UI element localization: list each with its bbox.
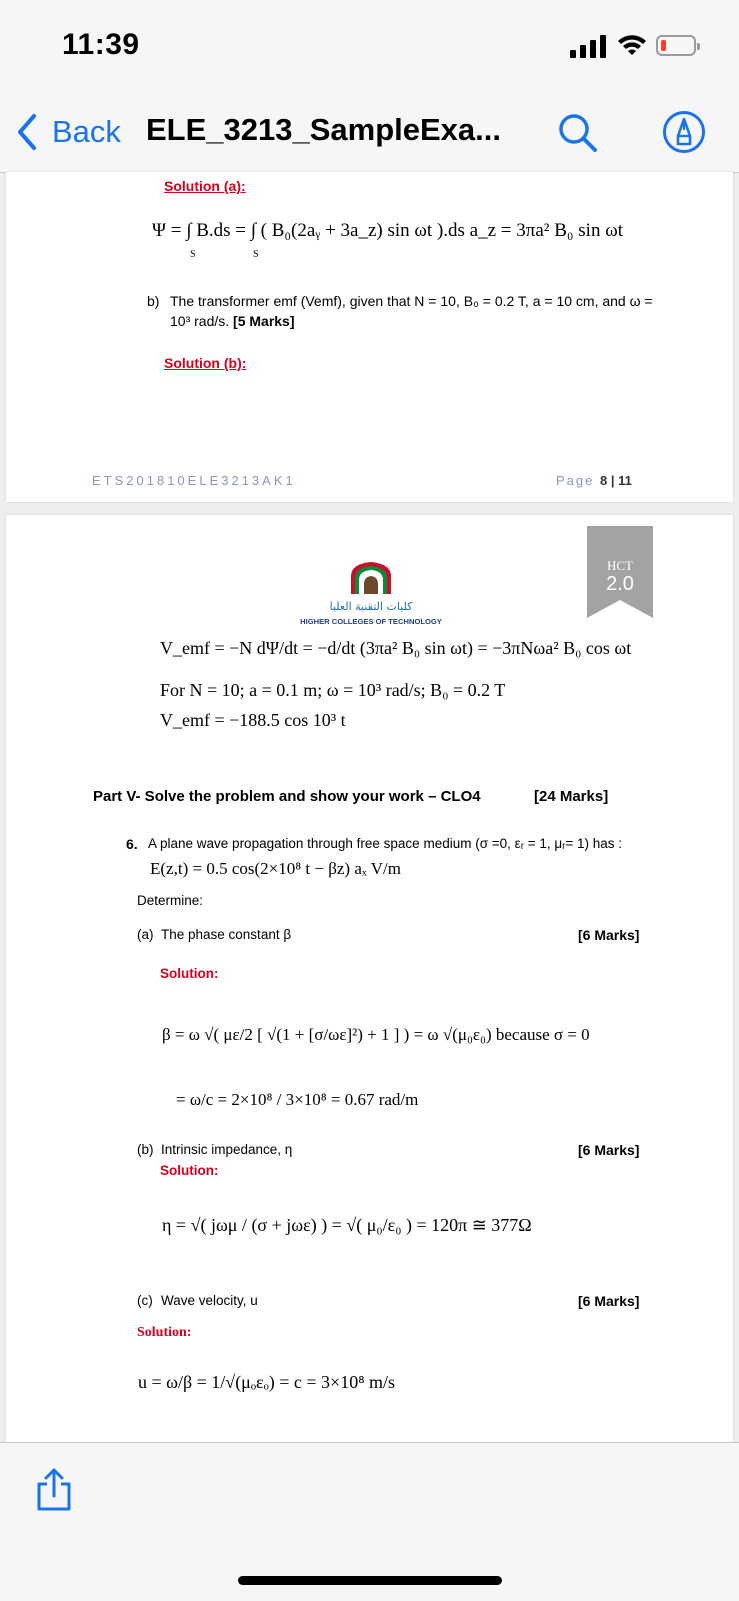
footer-page-value: 8 | 11 (600, 473, 632, 488)
solution-a-heading: Solution (a): (164, 178, 246, 194)
question-number: 6. (126, 836, 138, 852)
equation-vemf: V_emf = −N dΨ/dt = −d/dt (3πa² B₀ sin ωt) = −3πNωa² B₀ cos ωt (160, 638, 632, 658)
hct-logo-icon (300, 560, 442, 628)
equation-beta: β = ω √( με/2 [ √(1 + [σ/ωε]²) + 1 ] ) = ω √(μ₀ε₀) because σ = 0 (162, 1025, 590, 1044)
footer-page-label: Page (556, 473, 595, 488)
part-a-label: (a) (137, 927, 154, 942)
search-icon[interactable] (556, 111, 598, 153)
equation-psi: Ψ = ∫ B.ds = ∫ ( B₀(2aᵧ + 3a_z) sin ωt ).ds a_z = 3πa² B₀ sin ωt (152, 220, 623, 241)
equation-vemf-result: V_emf = −188.5 cos 10³ t (160, 710, 346, 730)
part-b2-text: Intrinsic impedance, η (161, 1142, 293, 1157)
part-b-marks: [5 Marks] (233, 313, 295, 329)
document-title: ELE_3213_SampleExa... (146, 112, 502, 147)
battery-icon (656, 35, 696, 56)
part-b-text-value: 10³ rad/s. (170, 313, 230, 329)
hct-badge-bottom: 2.0 (606, 573, 634, 595)
equation-psi-subscript-2: S (253, 249, 259, 260)
part-b2-solution: Solution: (160, 1163, 219, 1178)
part-a-marks: [6 Marks] (578, 927, 640, 943)
wifi-icon (616, 33, 648, 57)
hct-badge-icon (587, 526, 653, 618)
hct-logo (300, 560, 442, 628)
home-indicator[interactable] (238, 1576, 502, 1585)
back-button[interactable] (16, 113, 121, 151)
part-b-label: b) (147, 293, 160, 309)
question-equation: E(z,t) = 0.5 cos(2×10⁸ t − βz) aₓ V/m (150, 859, 401, 878)
chevron-left-icon (16, 113, 38, 151)
equation-psi-subscript: S (190, 249, 196, 260)
equation-velocity: u = ω/β = 1/√(μₒεₒ) = c = 3×10⁸ m/s (138, 1372, 395, 1392)
footer-page-number (556, 473, 632, 488)
part-v-marks: [24 Marks] (534, 788, 609, 805)
cellular-signal-icon (570, 34, 610, 58)
determine-label: Determine: (137, 893, 204, 908)
logo-arabic: كليات التقنية العليا (329, 600, 413, 613)
part-b-text-line2 (170, 313, 295, 329)
part-b2-label: (b) (137, 1142, 154, 1157)
back-label: Back (52, 114, 121, 149)
equation-eta: η = √( jωμ / (σ + jωε) ) = √( μ₀/ε₀ ) = 120π ≅ 377Ω (162, 1215, 532, 1235)
part-v-title: Part V- Solve the problem and show your work – CLO4 (93, 788, 481, 805)
part-c-solution: Solution: (137, 1325, 192, 1340)
part-c-text: Wave velocity, u (161, 1293, 258, 1308)
part-c-marks: [6 Marks] (578, 1293, 640, 1309)
part-a-solution: Solution: (160, 966, 219, 981)
share-icon[interactable] (34, 1468, 74, 1512)
equation-given-values: For N = 10; a = 0.1 m; ω = 10³ rad/s; B₀ = 0.2 T (160, 680, 506, 700)
hct-badge-top: HCT (607, 558, 633, 573)
logo-english: HIGHER COLLEGES OF TECHNOLOGY (300, 617, 442, 626)
part-b-text-line1: The transformer emf (Vemf), given that N = 10, B₀ = 0.2 T, a = 10 cm, and ω = (170, 293, 653, 309)
markup-pen-icon[interactable] (662, 110, 706, 154)
part-b2-marks: [6 Marks] (578, 1142, 640, 1158)
footer-code: ETS201810ELE3213AK1 (92, 473, 296, 488)
status-time: 11:39 (62, 28, 140, 61)
part-c-label: (c) (137, 1293, 153, 1308)
solution-b-heading: Solution (b): (164, 355, 247, 371)
part-a-text: The phase constant β (161, 927, 292, 942)
equation-beta-numeric: = ω/c = 2×10⁸ / 3×10⁸ = 0.67 rad/m (176, 1090, 419, 1109)
question-text: A plane wave propagation through free space medium (σ =0, εᵣ = 1, μᵣ= 1) has : (148, 836, 623, 851)
